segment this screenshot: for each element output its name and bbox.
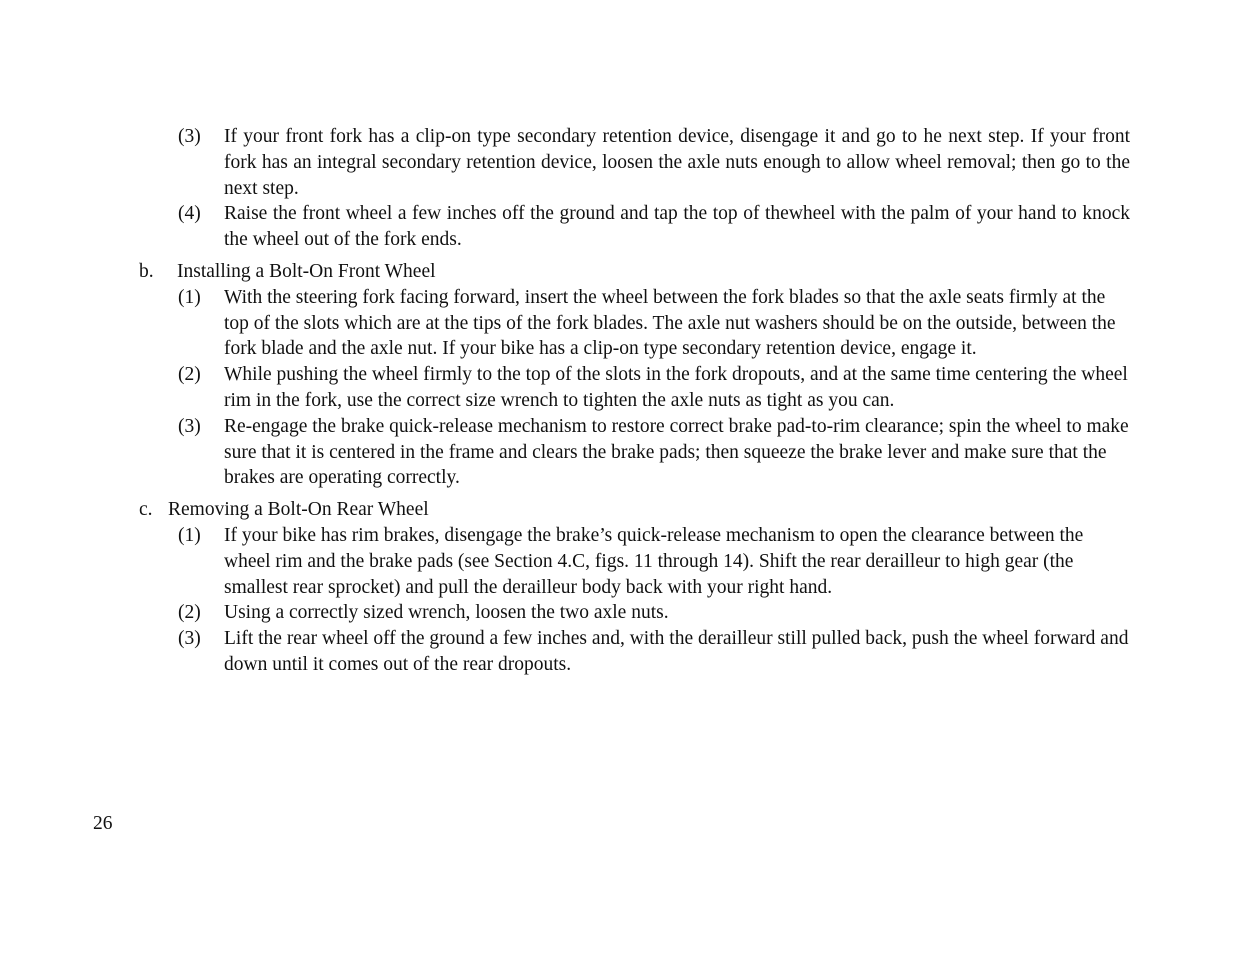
section-letter: b. — [139, 260, 154, 282]
section-title: Removing a Bolt-On Rear Wheel — [168, 499, 429, 521]
item-number: (2) — [178, 602, 201, 624]
item-number: (3) — [178, 415, 201, 437]
item-number: (3) — [178, 126, 201, 147]
item-number: (2) — [178, 364, 201, 386]
section-title: Installing a Bolt-On Front Wheel — [177, 260, 436, 282]
list-item — [0, 414, 1235, 491]
list-item — [0, 626, 1235, 678]
list-item — [0, 600, 1235, 626]
item-number: (4) — [178, 203, 201, 225]
item-text: If your bike has rim brakes, disengage the brake’s quick-release mechanism to open the clearance between the wheel rim and the brake pads (see Section 4.C, figs. 11 through 14). Shift the rear derailleur to high gear (the smallest rear sprocket) and pull the derailleur body back with your right hand. — [224, 524, 1084, 598]
list-item — [0, 201, 1235, 253]
item-number: (1) — [178, 524, 201, 546]
list-item — [0, 362, 1235, 414]
page-number: 26 — [93, 813, 113, 834]
item-number: (3) — [178, 628, 201, 650]
item-text: Raise the front wheel a few inches off the ground and tap the top of thewheel with the palm of your hand to knock the wheel out of the fork ends. — [224, 203, 1130, 251]
section-installing-front-wheel — [0, 259, 1235, 285]
item-text: Re-engage the brake quick-release mechanism to restore correct brake pad-to-rim clearance; spin the wheel to make sure that it is centered in the frame and clears the brake pads; then squeeze the brake lever and make sure that the brakes are operating correctly. — [224, 415, 1129, 489]
section-removing-rear-wheel — [0, 497, 1235, 523]
item-number: (1) — [178, 286, 201, 308]
item-text: If your front fork has a clip-on type secondary retention device, disengage it and go to he next step. If your front fork has an integral secondary retention device, loosen the axle nuts enough to allow wheel removal; then go to the next step. — [224, 126, 1130, 199]
item-text: While pushing the wheel firmly to the top of the slots in the fork dropouts, and at the same time centering the wheel rim in the fork, use the correct size wrench to tighten the axle nuts as tight as you can. — [224, 364, 1128, 411]
list-item — [0, 523, 1235, 600]
list-item — [0, 124, 1235, 201]
item-text: Lift the rear wheel off the ground a few inches and, with the derailleur still pulled back, push the wheel forward and down until it comes out of the rear dropouts. — [224, 628, 1129, 675]
item-text: With the steering fork facing forward, insert the wheel between the fork blades so that the axle seats firmly at the top of the slots which are at the tips of the fork blades. The axle nut washers should be on the outside, between the fork blade and the axle nut. If your bike has a clip-on type secondary retention device, engage it. — [224, 286, 1116, 360]
list-item — [0, 285, 1235, 362]
manual-page-content — [0, 124, 1235, 678]
item-text: Using a correctly sized wrench, loosen the two axle nuts. — [224, 602, 669, 624]
section-letter: c. — [139, 499, 153, 521]
